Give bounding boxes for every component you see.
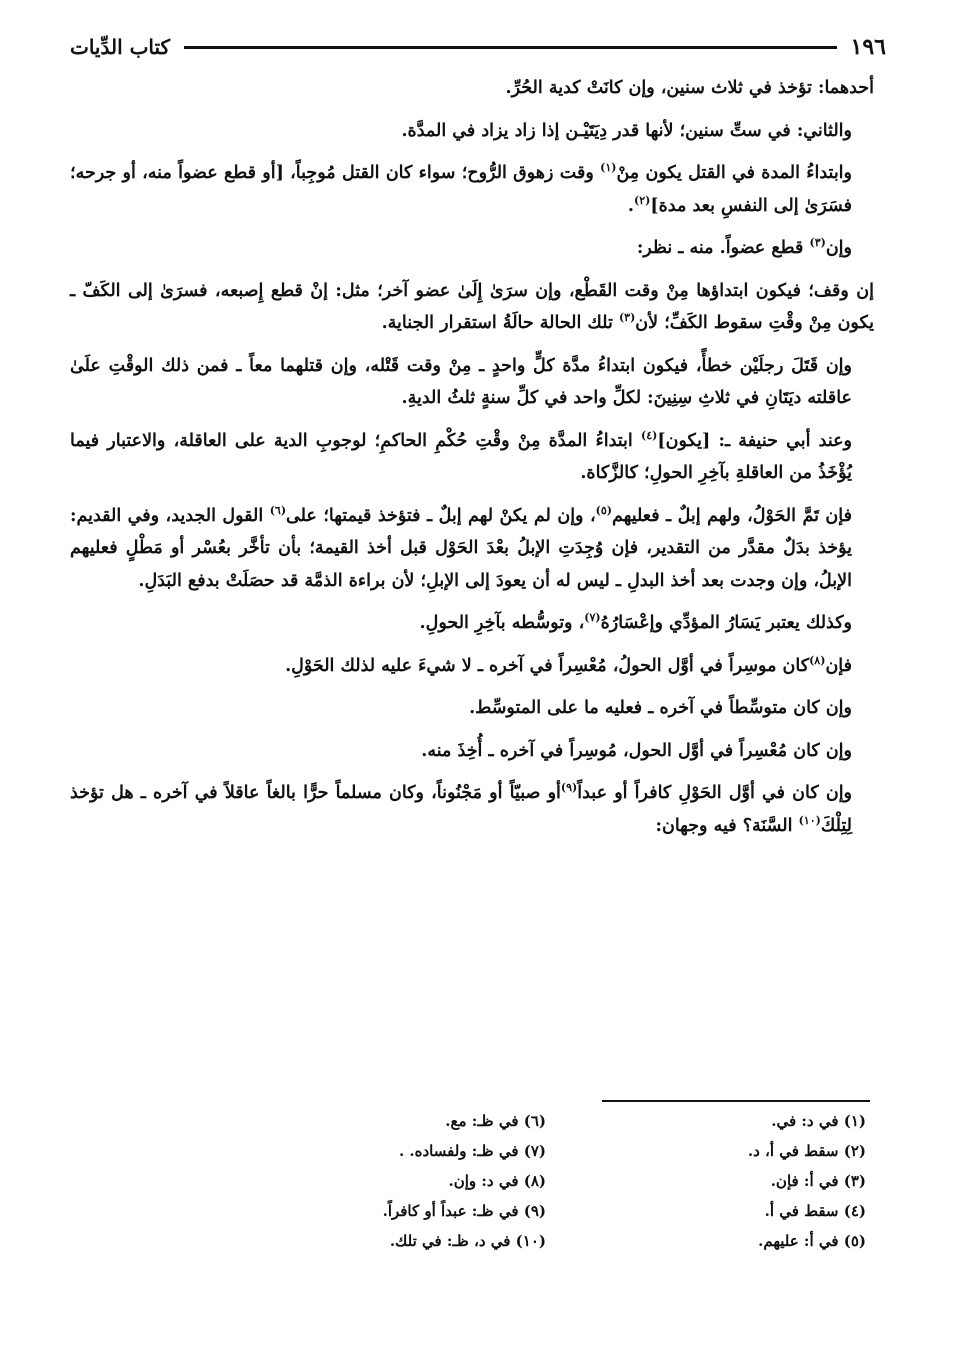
paragraph-text: وعند أبي حنيفة ـ: [يكون]: [657, 430, 852, 451]
footnote-marker: (٤): [640, 428, 658, 442]
footnote-item: (٢) سقط في أ، د.: [747, 1142, 866, 1160]
footnote-marker: (٣): [618, 311, 636, 325]
paragraph-10: [70, 650, 874, 683]
paragraph-text: إن وقف؛ فيكون ابتداؤها مِنْ وقت القَطْع، وإن سرَىٰ إِلَىٰ عضو آخر؛ مثل: إنْ قطع إِصبعه، فسرَىٰ إلى الكَفّ ـ يكون مِنْ وقْتِ سقوط الكَفِّ؛ لأن: [70, 280, 874, 333]
paragraph-text: ، وتوسُّطه بآخِرِ الحولِ.: [419, 613, 585, 633]
footnote-item: (٦) في ظـ: مع.: [445, 1112, 546, 1130]
footnote-item: (٣) في أ: فإن.: [770, 1172, 866, 1190]
footnotes: [100, 1106, 866, 1256]
footnote-marker: (٥): [595, 503, 612, 517]
paragraph-text: كان موسِراً في أوَّل الحولُ، مُعْسِراً في آخره ـ لا شيءَ عليه لذلك الحَوْلِ.: [285, 655, 810, 676]
paragraph-text: تؤخذ في ثلاث سنين، وإن كانَتْ كدية الحُرِّ.: [505, 78, 818, 98]
footnote-marker: (٧): [584, 611, 601, 625]
paragraph-text: وإن كان في أوَّل الحَوْلِ كافراً أو عبداً: [577, 783, 853, 803]
footnote-marker: (١): [600, 161, 617, 175]
paragraph-7: [70, 425, 874, 490]
paragraph-text: القول الجديد، وفي القديم: يؤخذ بدَلٌ مقدَّر من التقدير، فإن وُجِدَتِ الإبلُ بعْدَ الحَوْل قبل أخذ القيمة؛ بأن تأخَّر بعُسْر أو مَطْلٍ فعليهم الإبلُ، وإن وجدت بعد أخذ البدلِ ـ ليس له أن يعودَ إلى الإبلِ؛ لأن براءة الذمَّة قد حصَلَتْ بدفع البَدَلِ.: [70, 505, 852, 591]
paragraph-text: السَّنَة؟ فيه وجهان:: [655, 815, 799, 836]
paragraph-12: [70, 735, 874, 768]
paragraph-text: ابتداءُ المدَّة مِنْ وقْتِ حُكْمِ الحاكمِ؛ لوجوبِ الدية على العاقلة، والاعتبار فيما يُؤْخَذُ من العاقلةِ بآخِرِ الحولِ؛ كالزَّكاة.: [70, 430, 852, 483]
paragraph-text: وكذلك يعتبر يَسَارُ المؤدِّي وإعْسَارُهُ: [600, 613, 852, 633]
main-text: [70, 72, 874, 852]
paragraph-5: [70, 275, 874, 340]
paragraph-6: [70, 350, 874, 415]
footnote-marker: (٢): [634, 193, 651, 207]
footnote-item: (٤) سقط في أ.: [764, 1202, 866, 1220]
footnote-marker: (٣): [809, 236, 826, 250]
paragraph-lead: أحدهما:: [817, 78, 874, 98]
paragraph-text: وقت زهوق الرُّوح؛ سواء كان القتل مُوجِباً، [أو قطع عضواً منه، أو جرحه؛ فسَرَىٰ إلى النفسِ بعد مدة]: [70, 163, 852, 216]
footnote-divider: [602, 1100, 870, 1102]
paragraph-11: [70, 692, 874, 725]
paragraph-2: [70, 115, 874, 148]
footnote-marker: (٨): [809, 653, 826, 667]
paragraph-text: وابتداءُ المدة في القتل يكون مِنْ: [616, 163, 852, 183]
paragraph-text: تلك الحالة حالَةُ استقرار الجناية.: [381, 313, 619, 333]
paragraph-text: وإن كان مُعْسِراً في أوَّل الحول، مُوسِراً في آخره ـ أُخِذَ منه.: [421, 740, 852, 761]
paragraph-text: في ستِّ سنين؛ لأنها قدر دِيَتَيْـن إذا زاد يزاد في المدَّة.: [401, 120, 797, 141]
paragraph-1: [70, 72, 874, 105]
footnote-marker: (٦): [269, 503, 287, 517]
paragraph-4: [70, 232, 874, 265]
footnote-item: (٧) في ظـ: ولفساده. .: [398, 1142, 546, 1160]
paragraph-13: [70, 777, 874, 842]
footnotes-left-column: [306, 1106, 546, 1256]
footnote-item: (١) في د: في.: [771, 1112, 866, 1130]
footnote-item: (٩) في ظـ: عبداً أو كافراً.: [382, 1202, 546, 1220]
page-header: [70, 30, 886, 64]
header-rule: [184, 46, 836, 49]
paragraph-8: [70, 500, 874, 598]
paragraph-text: أو صبيّاً أو مَجْنُوناً، وكان مسلماً حرًّا بالغاً عاقلاً في آخره ـ هل تؤخذ لِتِلْكَ: [70, 783, 852, 836]
footnotes-right-column: [626, 1106, 866, 1256]
paragraph-text: فإن تَمَّ الحَوْلُ، ولهم إبلٌ ـ فعليهم: [611, 505, 852, 526]
paragraph-9: [70, 607, 874, 640]
page-number: ١٩٦: [850, 34, 886, 60]
footnote-marker: (٩): [560, 781, 578, 795]
paragraph-text: وإن قَتَلَ رجلَيْن خطأً، فيكون ابتداءُ مدَّة كلٍّ واحدٍ ـ مِنْ وقت قَتْله، وإن قتلهما معاً ـ فمن ذلك الوقْتِ علَىٰ عاقلته ديَتَانِ في ثلاثِ سِنِينَ: لكلِّ واحد في كلِّ سنةٍ ثلثُ الديةِ.: [70, 355, 852, 408]
book-title: كتاب الدِّيات: [70, 35, 171, 59]
footnote-item: (١٠) في د، ظـ: في تلك.: [389, 1232, 546, 1250]
paragraph-text: فإن: [825, 655, 852, 676]
paragraph-lead: والثاني:: [796, 120, 852, 141]
paragraph-text: .: [627, 195, 634, 216]
paragraph-text: وإن: [825, 238, 852, 258]
footnote-marker: (١٠): [798, 813, 821, 827]
footnote-item: (٥) في أ: عليهم.: [758, 1232, 866, 1250]
paragraph-text: قطع عضواً. منه ـ نظر:: [636, 238, 810, 258]
paragraph-text: وإن كان متوسِّطاً في آخره ـ فعليه ما على المتوسِّط.: [469, 698, 852, 718]
paragraph-3: [70, 157, 874, 222]
paragraph-text: ، وإن لم يكنْ لهم إبلٌ ـ فتؤخذ قيمتها؛ على: [286, 505, 596, 526]
footnote-item: (٨) في د: وإن.: [448, 1172, 546, 1190]
